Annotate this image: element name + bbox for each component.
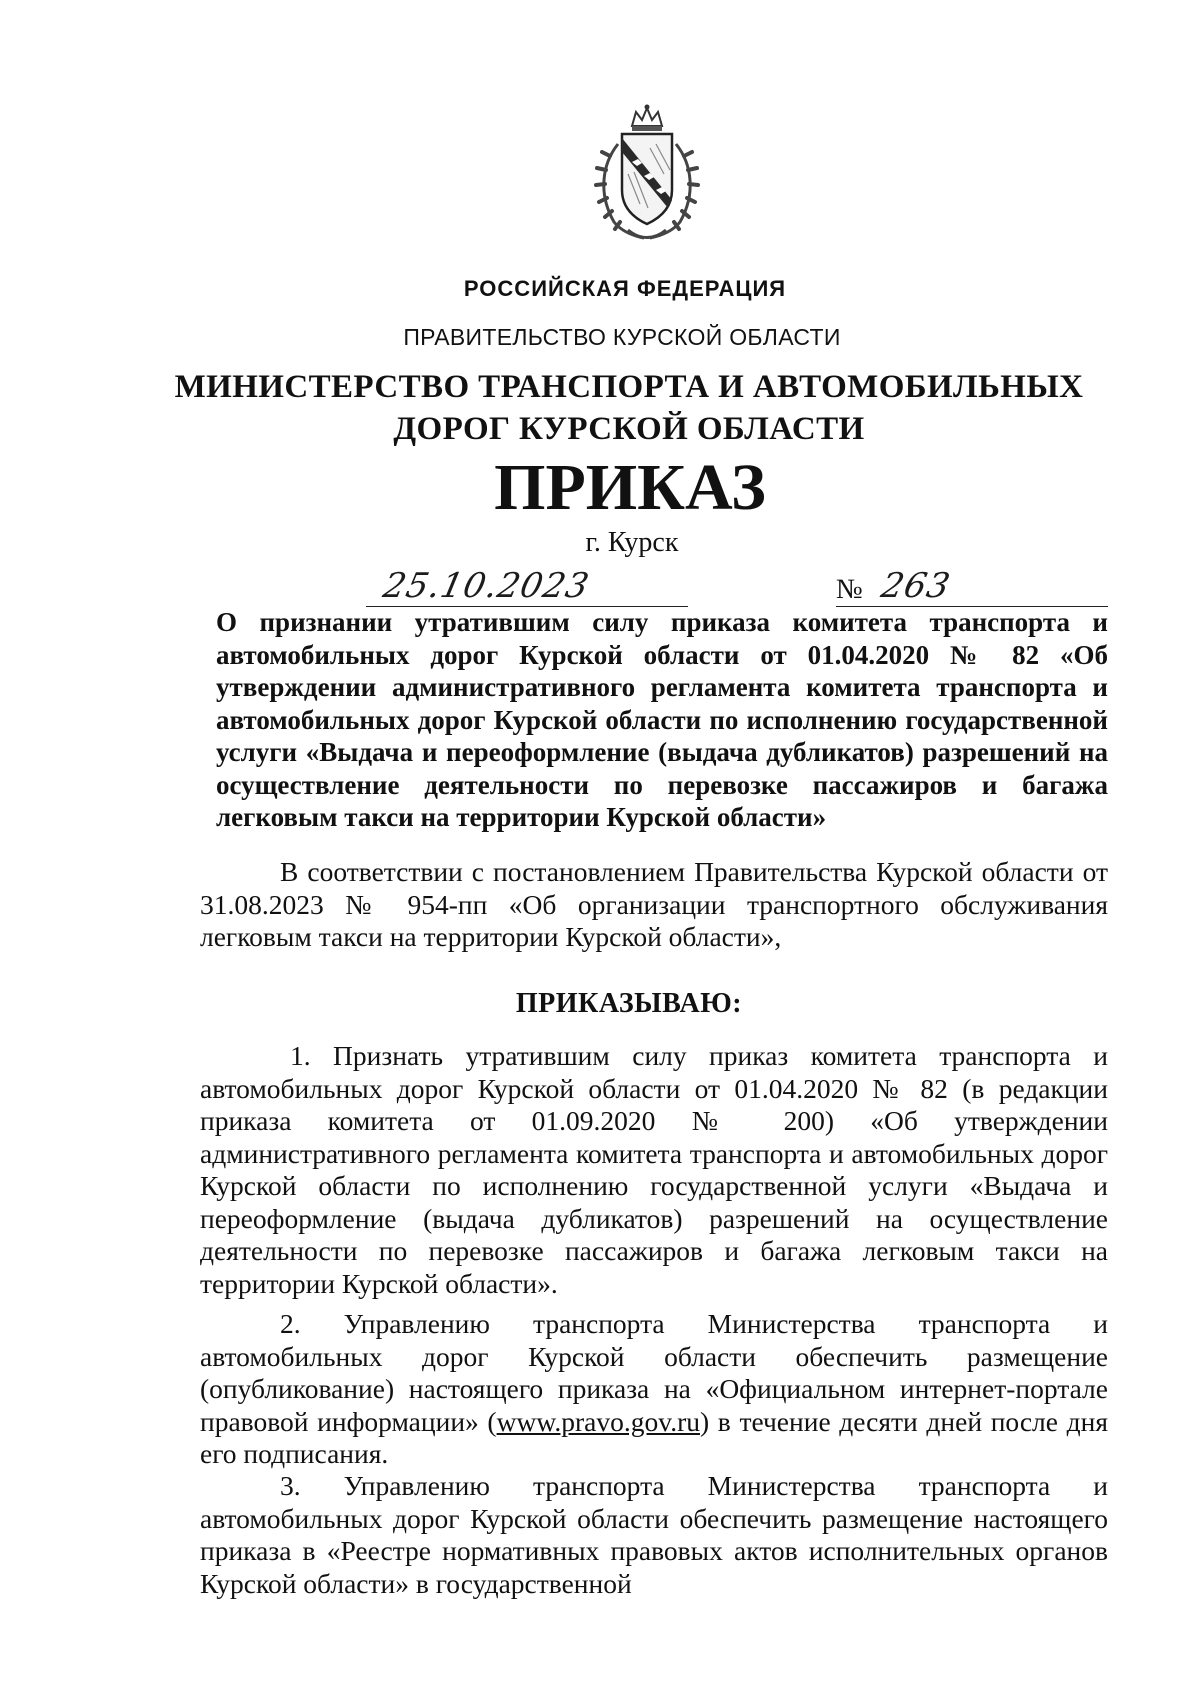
handwritten-date: 25.10.2023 — [379, 566, 593, 606]
pravo-gov-link[interactable]: www.pravo.gov.ru — [496, 1405, 700, 1437]
city-label: г. Курск — [585, 527, 679, 558]
basis-paragraph: В соответствии с постановлением Правительства Курской области от 31.08.2023 № 954-пп «Об организации транспортного обслуживания легковым такси на территории Курской области», — [200, 856, 1108, 952]
order-item-2-text-start: 2. Управлению транспорта Министерства транспорта и автомобильных дорог Курской области обеспечить размещение (опубликование) настоящего приказа на «Официальном интернет-портале правовой информации» ( — [200, 1308, 1108, 1437]
document-type-title: ПРИКАЗ — [494, 451, 766, 524]
order-item-3: 3. Управлению транспорта Министерства транспорта и автомобильных дорог Курской области обеспечить размещение настоящего приказа в «Реестре нормативных правовых актов исполнительных органов Курской области» в государственной — [200, 1470, 1108, 1599]
order-subject: О признании утратившим силу приказа комитета транспорта и автомобильных дорог Курской области от 01.04.2020 № 82 «Об утверждении административного регламента комитета транспорта и автомобильных дорог Курской области по исполнению государственной услуги «Выдача и переоформление (выдача дубликатов) разрешений на осуществление деятельности по перевозке пассажиров и багажа легковым такси на территории Курской области» — [216, 607, 1108, 832]
handwritten-number: 263 — [877, 566, 955, 606]
ministry-heading-line2: ДОРОГ КУРСКОЙ ОБЛАСТИ — [393, 411, 865, 447]
number-sign: № — [836, 574, 863, 605]
order-item-1: 1. Признать утратившим силу приказ комитета транспорта и автомобильных дорог Курской области от 01.04.2020 № 82 (в редакции приказа комитета от 01.09.2020 № 200) «Об утверждении административного регламента комитета транспорта и автомобильных дорог Курской области по исполнению государственной услуги «Выдача и переоформление (выдача дубликатов) разрешений на осуществление деятельности по перевозке пассажиров и багажа легковым такси на территории Курской области». — [200, 1040, 1108, 1299]
government-heading: ПРАВИТЕЛЬСТВО КУРСКОЙ ОБЛАСТИ — [403, 324, 841, 350]
kursk-coat-of-arms-icon — [588, 104, 706, 242]
ministry-heading — [0, 366, 1200, 450]
ministry-heading-line1: МИНИСТЕРСТВО ТРАНСПОРТА И АВТОМОБИЛЬНЫХ — [174, 369, 1084, 405]
order-item-2-text-end: ) в течение десяти дней после дня его подписания. — [200, 1405, 1108, 1469]
country-heading: РОССИЙСКАЯ ФЕДЕРАЦИЯ — [463, 276, 787, 301]
order-directive-heading: ПРИКАЗЫВАЮ: — [515, 988, 743, 1019]
order-item-2 — [200, 1308, 1108, 1471]
